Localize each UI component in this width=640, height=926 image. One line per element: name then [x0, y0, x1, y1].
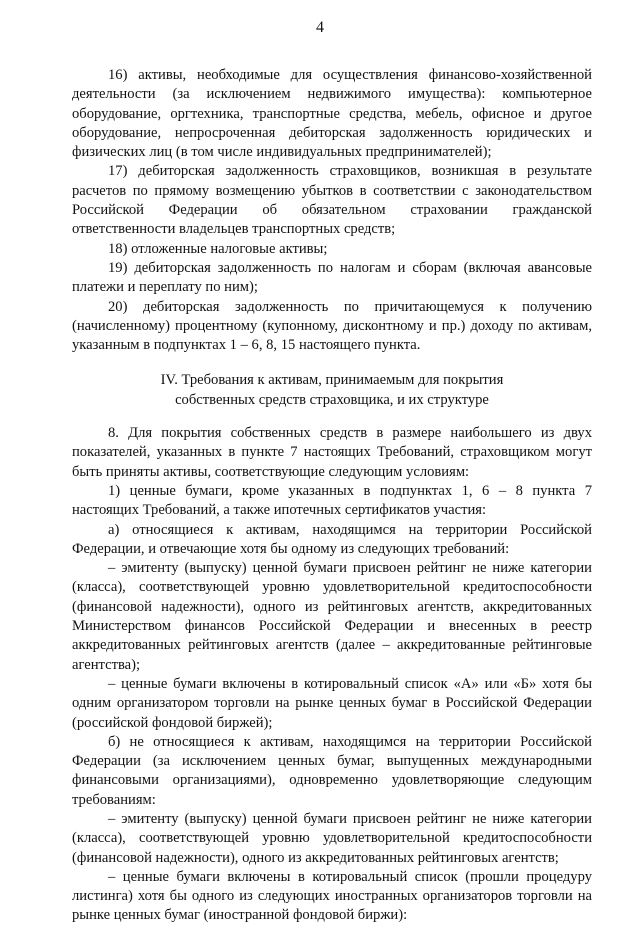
dash-item-rating: – эмитенту (выпуску) ценной бумаги присвоен рейтинг не ниже категории (класса), соответствующей уровню удовлетворительной кредитоспособности (финансовой надежности), одного из рейтинговых агентств, аккредитованных Министерством финансов Российской Федерации и внесенных в реестр аккредитованных рейтинговых агентств (далее – аккредитованные рейтинговые агентства);	[72, 560, 592, 673]
subpoint-b: б) не относящиеся к активам, находящимся на территории Российской Федерации (за исключением ценных бумаг, выпущенных международными финансовыми организациями), одновременно удовлетворяющие следующим требованиям:	[72, 733, 592, 808]
paragraph-8: 8. Для покрытия собственных средств в размере наибольшего из двух показателей, указанных в пункте 7 настоящих Требований, страховщиком могут быть приняты активы, соответствующие следующим условиям:	[72, 425, 592, 480]
list-item-16: 16) активы, необходимые для осуществления финансово-хозяйственной деятельности (за исключением недвижимого имущества): компьютерное оборудование, оргтехника, транспортные средства, мебель, офисное и другое оборудование, непросроченная дебиторская задолженность юридических и физических лиц (в том числе индивидуальных предпринимателей);	[72, 67, 592, 161]
list-item-18: 18) отложенные налоговые активы;	[108, 240, 328, 257]
section-heading-line-1: IV. Требования к активам, принимаемым для покрытия	[160, 372, 504, 389]
subpoint-1: 1) ценные бумаги, кроме указанных в подпунктах 1, 6 – 8 пункта 7 настоящих Требований, а также ипотечных сертификатов участия:	[72, 482, 592, 519]
dash-item-foreign-listing: – ценные бумаги включены в котировальный список (прошли процедуру листинга) хотя бы одного из следующих иностранных организаторов торговли на рынке ценных бумаг (иностранной фондовой биржи):	[72, 868, 592, 924]
subpoint-a: а) относящиеся к активам, находящимся на территории Российской Федерации, и отвечающие хотя бы одному из следующих требований:	[72, 521, 592, 557]
section-heading	[72, 371, 592, 410]
section-heading-line-2: собственных средств страховщика, и их структуре	[175, 391, 489, 408]
dash-item-quotation-list: – ценные бумаги включены в котировальный список «А» или «Б» хотя бы одним организатором торговли на рынке ценных бумаг в Российской Федерации (российской фондовой биржей);	[72, 675, 592, 731]
list-item-17: 17) дебиторская задолженность страховщиков, возникшая в результате расчетов по прямому возмещению убытков в соответствии с законодательством Российской Федерации об обязательном страховании гражданской ответственности владельцев транспортных средств;	[72, 163, 592, 238]
list-item-19: 19) дебиторская задолженность по налогам и сборам (включая авансовые платежи и переплату по ним);	[72, 259, 592, 296]
dash-item-foreign-rating: – эмитенту (выпуску) ценной бумаги присвоен рейтинг не ниже категории (класса), соответствующей уровню удовлетворительной кредитоспособности (финансовой надежности), одного из аккредитованных рейтинговых агентств;	[72, 810, 592, 866]
page-number: 4	[316, 19, 324, 36]
document-body	[72, 66, 592, 926]
list-item-20: 20) дебиторская задолженность по причитающемуся к получению (начисленному) процентному (купонному, дисконтному и пр.) доходу по активам, указанным в подпунктах 1 – 6, 8, 15 настоящего пункта.	[72, 298, 592, 354]
